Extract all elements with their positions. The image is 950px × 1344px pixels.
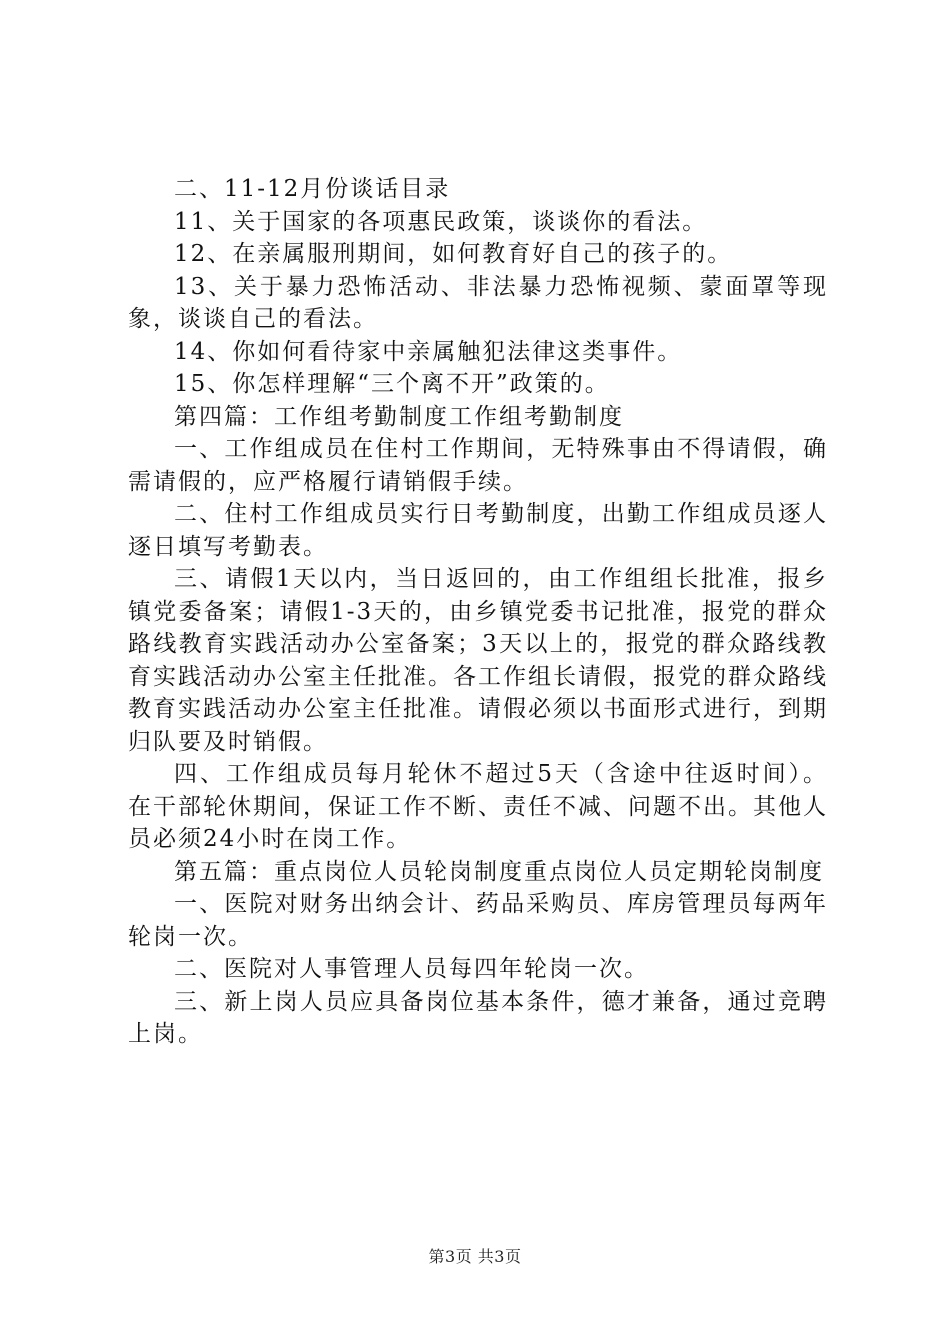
paragraph-attendance-rule-2: 二、住村工作组成员实行日考勤制度，出勤工作组成员逐人逐日填写考勤表。 bbox=[128, 501, 828, 560]
paragraph-rotation-rule-1: 一、医院对财务出纳会计、药品采购员、库房管理员每两年轮岗一次。 bbox=[128, 891, 828, 950]
page-number-footer: 第3页 共3页 bbox=[428, 1247, 522, 1266]
paragraph-item-14: 14、你如何看待家中亲属触犯法律这类事件。 bbox=[174, 338, 683, 365]
paragraph-attendance-rule-3: 三、请假1天以内，当日返回的，由工作组组长批准，报乡镇党委备案；请假1-3天的，由乡镇党委书记批准，报党的群众路线教育实践活动办公室备案；3天以上的，报党的群众路线教育实践活动办公室主任批准。各工作组长请假，报党的群众路线教育实践活动办公室主任批准。请假必须以书面形式进行，到期归队要及时销假。 bbox=[128, 566, 828, 755]
paragraph-item-11: 11、关于国家的各项惠民政策，谈谈你的看法。 bbox=[174, 208, 708, 235]
paragraph-item-15: 15、你怎样理解“三个离不开”政策的。 bbox=[174, 371, 610, 397]
paragraph-rotation-rule-2: 二、医院对人事管理人员每四年轮岗一次。 bbox=[174, 956, 649, 982]
paragraph-attendance-rule-1: 一、工作组成员在住村工作期间，无特殊事由不得请假，确需请假的，应严格履行请销假手续。 bbox=[128, 436, 828, 495]
paragraph-talk-catalog-heading: 二、11-12月份谈话目录 bbox=[174, 176, 451, 202]
paragraph-item-13: 13、关于暴力恐怖活动、非法暴力恐怖视频、蒙面罩等现象，谈谈自己的看法。 bbox=[128, 273, 828, 332]
section-heading-part-five: 第五篇：重点岗位人员轮岗制度重点岗位人员定期轮岗制度 bbox=[174, 858, 824, 885]
paragraph-item-12: 12、在亲属服刑期间，如何教育好自己的孩子的。 bbox=[174, 241, 733, 267]
document-body bbox=[128, 173, 828, 1051]
paragraph-attendance-rule-4: 四、工作组成员每月轮休不超过5天（含途中往返时间）。在干部轮休期间，保证工作不断、责任不减、问题不出。其他人员必须24小时在岗工作。 bbox=[128, 761, 828, 852]
section-heading-part-four: 第四篇：工作组考勤制度工作组考勤制度 bbox=[174, 403, 624, 430]
paragraph-rotation-rule-3: 三、新上岗人员应具备岗位基本条件，德才兼备，通过竞聘上岗。 bbox=[128, 988, 828, 1047]
